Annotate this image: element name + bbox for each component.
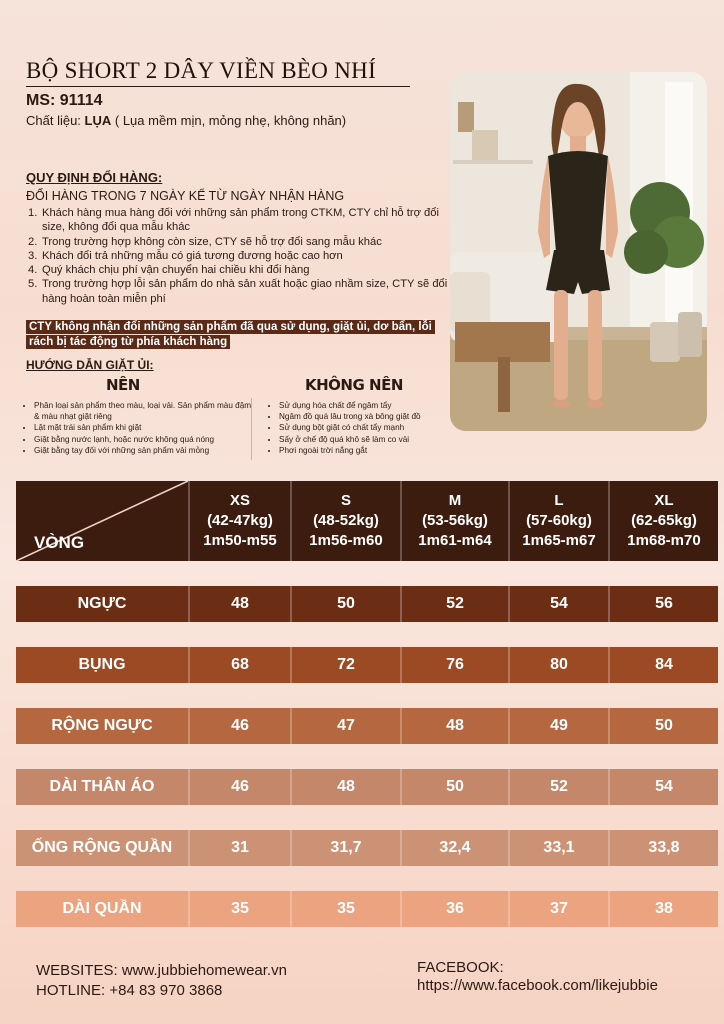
- measurement-row-ong-rong-quan: [16, 830, 718, 866]
- size-header: S (48-52kg) 1m56-m60: [290, 481, 400, 561]
- care-dont-title: KHÔNG NÊN: [305, 376, 403, 394]
- care-dont-item: • Ngâm đồ quá lâu trong xà bông giặt đồ: [279, 411, 464, 422]
- table-cell: 31,7: [290, 830, 400, 866]
- size-header-row: [16, 481, 718, 561]
- table-cell: 80: [508, 647, 608, 683]
- row-label: DÀI THÂN ÁO: [16, 769, 188, 805]
- table-cell: 50: [400, 769, 508, 805]
- table-cell: 38: [608, 891, 718, 927]
- table-cell: 52: [400, 586, 508, 622]
- contact-info: [36, 961, 287, 1001]
- table-cell: 46: [188, 769, 290, 805]
- table-cell: 68: [188, 647, 290, 683]
- exchange-headline: ĐỔI HÀNG TRONG 7 NGÀY KỂ TỪ NGÀY NHẬN HÀNG: [26, 189, 345, 203]
- measurement-row-dai-than-ao: [16, 769, 718, 805]
- table-cell: 31: [188, 830, 290, 866]
- table-cell: 54: [608, 769, 718, 805]
- row-label: DÀI QUẦN: [16, 891, 188, 927]
- table-cell: 46: [188, 708, 290, 744]
- row-label: BỤNG: [16, 647, 188, 683]
- facebook-label: FACEBOOK:: [417, 959, 504, 976]
- table-cell: 50: [608, 708, 718, 744]
- hotline[interactable]: HOTLINE: +84 83 970 3868: [36, 982, 223, 999]
- care-dont-item: • Phơi ngoài trời nắng gắt: [279, 445, 464, 456]
- measurement-row-rong-nguc: [16, 708, 718, 744]
- row-label: ỐNG RỘNG QUẦN: [16, 830, 188, 866]
- table-cell: 35: [188, 891, 290, 927]
- exchange-notice: CTY không nhận đổi những sản phẩm đã qua sử dụng, giặt ủi, dơ bẩn, lỗi rách bị tác động từ phía khách hàng: [26, 320, 444, 350]
- table-cell: 32,4: [400, 830, 508, 866]
- table-cell: 48: [400, 708, 508, 744]
- care-do-list: [22, 400, 254, 456]
- corner-label: VÒNG: [16, 481, 188, 561]
- table-cell: 72: [290, 647, 400, 683]
- table-cell: 56: [608, 586, 718, 622]
- table-cell: 54: [508, 586, 608, 622]
- table-cell: 47: [290, 708, 400, 744]
- care-title: HƯỚNG DẪN GIẶT ỦI:: [26, 358, 154, 372]
- care-dont-item: • Sử dụng hóa chất để ngâm tẩy: [279, 400, 464, 411]
- care-dont-item: • Sử dụng bột giặt có chất tẩy mạnh: [279, 422, 464, 433]
- material-line: [26, 113, 346, 128]
- material-label: Chất liệu:: [26, 113, 85, 128]
- size-header: XS (42-47kg) 1m50-m55: [188, 481, 290, 561]
- product-code: MS: 91114: [26, 92, 103, 109]
- care-do-item: • Giặt bằng nước lạnh, hoặc nước không quá nóng: [34, 434, 254, 445]
- facebook-link[interactable]: https://www.facebook.com/likejubbie: [417, 977, 658, 994]
- product-photo: [450, 72, 707, 431]
- table-cell: 33,8: [608, 830, 718, 866]
- care-do-item: • Giặt bằng tay đối với những sản phẩm vải mỏng: [34, 445, 254, 456]
- table-cell: 33,1: [508, 830, 608, 866]
- table-cell: 48: [290, 769, 400, 805]
- exchange-rule: 3. Khách đổi trả những mẫu có giá tương đương hoặc cao hơn: [28, 249, 343, 262]
- exchange-rule: 5. Trong trường hợp lỗi sản phẩm do nhà sản xuất hoặc giao nhầm size, CTY sẽ đổi hàng hoàn toàn miễn phí: [28, 278, 448, 305]
- care-do-item: • Lật mặt trái sản phẩm khi giặt: [34, 422, 254, 433]
- care-divider: [251, 398, 252, 460]
- exchange-rules: [28, 206, 448, 306]
- care-do-item: • Phân loại sản phẩm theo màu, loại vải. Sản phẩm màu đậm & màu nhạt giặt riêng: [34, 400, 254, 422]
- table-cell: 50: [290, 586, 400, 622]
- size-header: XL (62-65kg) 1m68-m70: [608, 481, 718, 561]
- measurement-row-bung: [16, 647, 718, 683]
- table-cell: 35: [290, 891, 400, 927]
- product-title: BỘ SHORT 2 DÂY VIỀN BÈO NHÍ: [26, 58, 410, 87]
- row-label: NGỰC: [16, 586, 188, 622]
- material-description: ( Lụa mềm mịn, mỏng nhẹ, không nhăn): [111, 113, 347, 128]
- care-dont-item: • Sấy ở chế độ quá khô sẽ làm co vải: [279, 434, 464, 445]
- exchange-rule: 1. Khách hàng mua hàng đối với những sản phẩm trong CTKM, CTY chỉ hỗ trợ đổi size, không đổi qua mẫu khác: [28, 207, 439, 234]
- model-illustration: [450, 72, 707, 431]
- table-cell: 48: [188, 586, 290, 622]
- table-cell: 36: [400, 891, 508, 927]
- measurement-row-nguc: [16, 586, 718, 622]
- table-cell: 76: [400, 647, 508, 683]
- website-link[interactable]: WEBSITES: www.jubbiehomewear.vn: [36, 962, 287, 979]
- table-cell: 84: [608, 647, 718, 683]
- measurement-row-dai-quan: [16, 891, 718, 927]
- table-cell: 49: [508, 708, 608, 744]
- facebook-info: [417, 959, 658, 995]
- size-header: L (57-60kg) 1m65-m67: [508, 481, 608, 561]
- care-dont-list: [267, 400, 464, 456]
- size-header: M (53-56kg) 1m61-m64: [400, 481, 508, 561]
- exchange-rule: 4. Quý khách chịu phí vận chuyển hai chiều khi đổi hàng: [28, 264, 310, 277]
- exchange-rule: 2. Trong trường hợp không còn size, CTY sẽ hỗ trợ đổi sang mẫu khác: [28, 235, 382, 248]
- table-cell: 37: [508, 891, 608, 927]
- row-label: RỘNG NGỰC: [16, 708, 188, 744]
- size-table: [16, 481, 718, 927]
- material-value: LỤA: [84, 113, 112, 128]
- exchange-policy-title: QUY ĐỊNH ĐỔI HÀNG:: [26, 170, 163, 185]
- table-cell: 52: [508, 769, 608, 805]
- care-do-title: NÊN: [106, 376, 140, 394]
